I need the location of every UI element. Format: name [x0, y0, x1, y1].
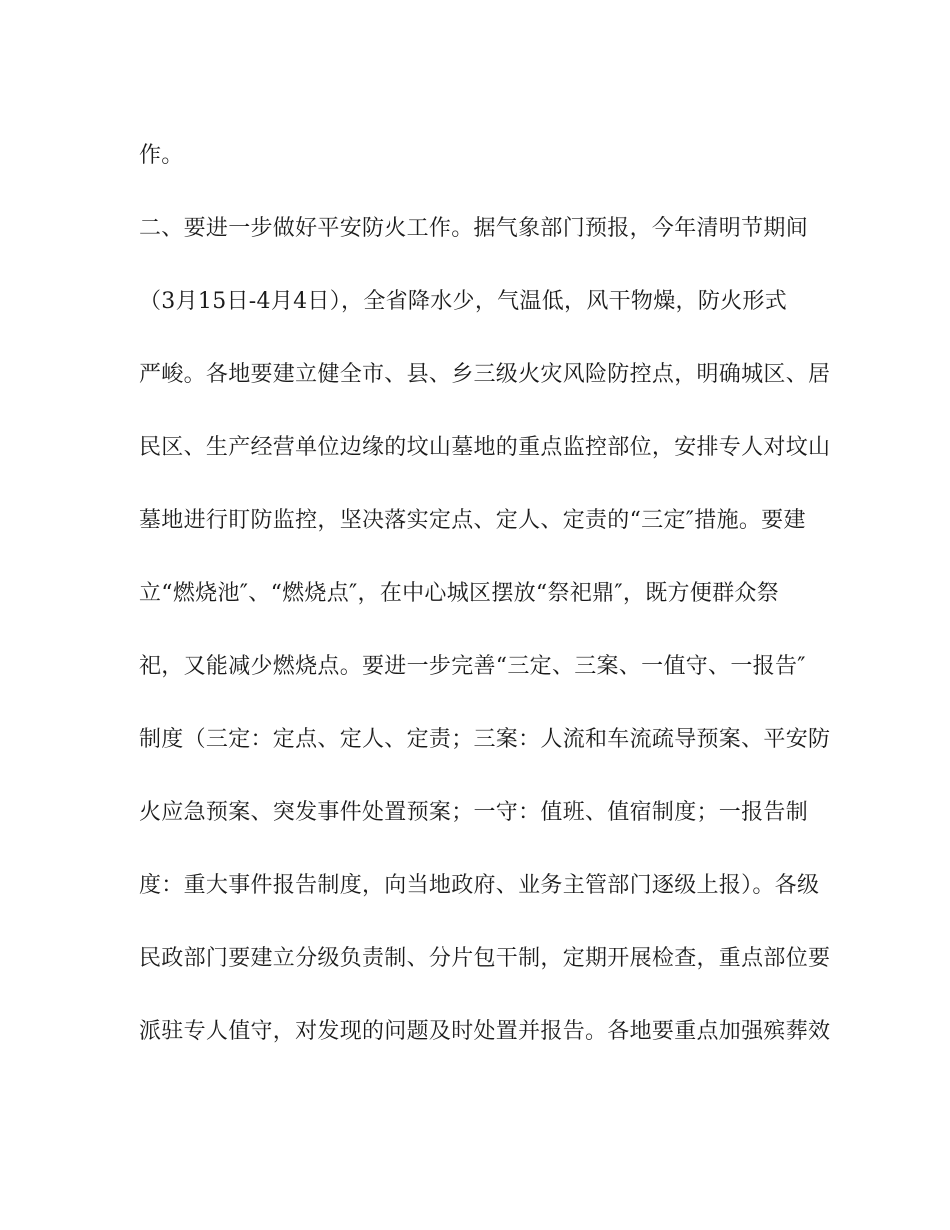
- text-line: 作。: [139, 143, 184, 168]
- text-line: 派驻专人值守，对发现的问题及时处置并报告。各地要重点加强殡葬效: [139, 1019, 831, 1044]
- text-line: （3月15日-4月4日），全省降水少，气温低，风干物燥，防火形式: [139, 289, 788, 314]
- text-line: 民区、生产经营单位边缘的坟山墓地的重点监控部位，安排专人对坟山: [139, 435, 831, 460]
- text-line: 度：重大事件报告制度，向当地政府、业务主管部门逐级上报）。各级: [139, 873, 820, 898]
- text-line: 火应急预案、突发事件处置预案；一守：值班、值宿制度；一报告制: [139, 800, 809, 825]
- text-line: 民政部门要建立分级负责制、分片包干制，定期开展检查，重点部位要: [139, 946, 831, 971]
- text-line: 制度（三定：定点、定人、定责；三案：人流和车流疏导预案、平安防: [139, 727, 831, 752]
- text-line: 祀，又能减少燃烧点。要进一步完善“三定、三案、一值守、一报告″: [139, 654, 806, 679]
- text-line: 二、要进一步做好平安防火工作。据气象部门预报，今年清明节期间: [139, 216, 809, 241]
- text-line: 墓地进行盯防监控，坚决落实定点、定人、定责的“三定″措施。要建: [139, 508, 806, 533]
- text-line: 严峻。各地要建立健全市、县、乡三级火灾风险防控点，明确城区、居: [139, 362, 831, 387]
- body-text: [139, 138, 829, 1087]
- text-line: 立“燃烧池″、“燃烧点″，在中心城区摆放“祭祀鼎″，既方便群众祭: [139, 581, 779, 606]
